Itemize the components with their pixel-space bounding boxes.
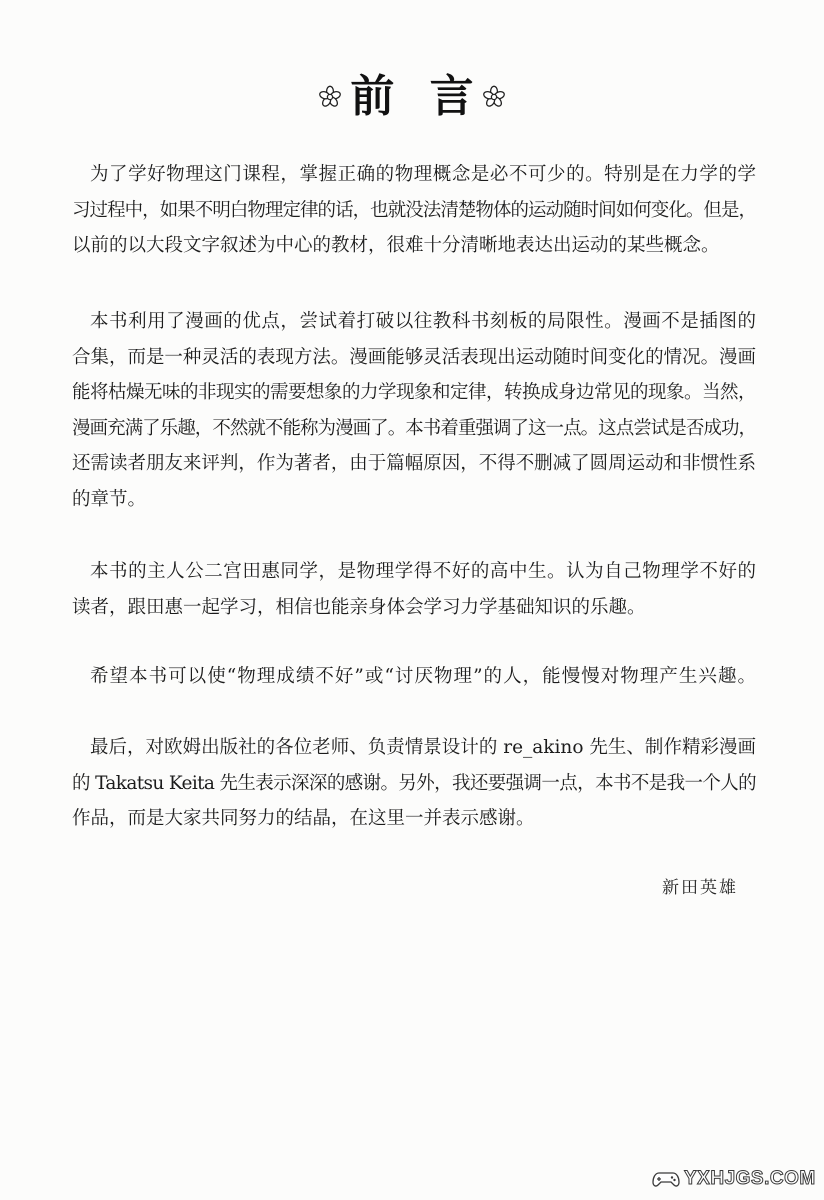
paragraph-line: 的 Takatsu Keita 先生表示深深的感谢。另外，我还要强调一点，本书不是我一个人的 — [72, 772, 756, 794]
author-signature: 新田英雄 — [662, 878, 738, 898]
paragraph-line: 本书利用了漫画的优点，尝试着打破以往教科书刻板的局限性。漫画不是插图的 — [90, 311, 756, 332]
watermark-text: YXHJGS.COM — [684, 1168, 816, 1189]
site-watermark — [652, 1166, 816, 1192]
paragraph-line: 习过程中，如果不明白物理定律的话，也就没法清楚物体的运动随时间如何变化。但是， — [72, 199, 756, 221]
preface-paragraph-1 — [72, 157, 756, 264]
paragraph-line: 希望本书可以使“物理成绩不好”或“讨厌物理”的人，能慢慢对物理产生兴趣。 — [90, 666, 756, 687]
flower-icon — [482, 85, 506, 109]
paragraph-line: 漫画充满了乐趣，不然就不能称为漫画了。本书着重强调了这一点。这点尝试是否成功， — [72, 417, 756, 439]
paragraph-line: 合集，而是一种灵活的表现方法。漫画能够灵活表现出运动随时间变化的情况。漫画 — [72, 346, 756, 368]
paragraph-line: 能将枯燥无味的非现实的需要想象的力学现象和定律，转换成身边常见的现象。当然， — [72, 382, 756, 403]
preface-paragraph-5 — [72, 730, 756, 837]
preface-paragraph-2 — [72, 304, 756, 517]
paragraph-line: 本书的主人公二宫田惠同学，是物理学得不好的高中生。认为自己物理学不好的 — [90, 561, 756, 582]
paragraph-line: 为了学好物理这门课程，掌握正确的物理概念是必不可少的。特别是在力学的学 — [90, 164, 756, 185]
paragraph-line: 还需读者朋友来评判，作为著者，由于篇幅原因，不得不删减了圆周运动和非惯性系 — [72, 453, 756, 474]
title-row — [0, 70, 824, 124]
paragraph-line: 最后，对欧姆出版社的各位老师、负责情景设计的 re_akino 先生、制作精彩漫画 — [90, 737, 756, 758]
flower-icon — [318, 85, 342, 109]
paragraph-line: 作品，而是大家共同努力的结晶，在这里一并表示感谢。 — [72, 808, 535, 829]
paragraph-line: 的章节。 — [72, 488, 147, 510]
paragraph-line: 读者，跟田惠一起学习，相信也能亲身体会学习力学基础知识的乐趣。 — [72, 596, 646, 618]
preface-paragraph-3 — [72, 554, 756, 625]
preface-paragraph-4 — [72, 659, 756, 695]
gamepad-icon — [652, 1169, 680, 1189]
paragraph-line: 以前的以大段文字叙述为中心的教材，很难十分清晰地表达出运动的某些概念。 — [72, 235, 720, 256]
page-title: 前 言 — [350, 71, 474, 122]
